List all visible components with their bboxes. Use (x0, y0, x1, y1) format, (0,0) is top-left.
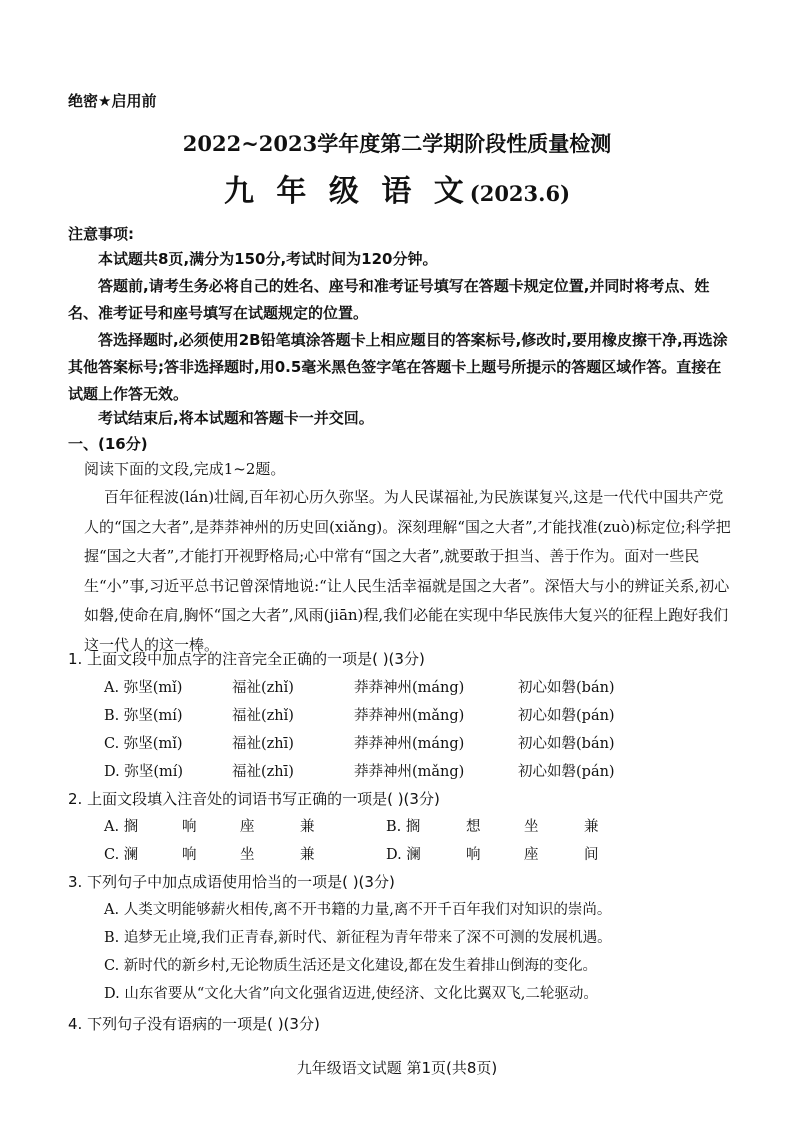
option-cell: B. 弥坚(mí) (104, 708, 183, 724)
option-cell: 想 (466, 819, 481, 835)
question-2-option-row (104, 815, 734, 837)
question-4-stem: 4. 下列句子没有语病的一项是( )(3分) (68, 1015, 320, 1033)
option-cell: 兼 (300, 847, 315, 863)
option-cell: 兼 (300, 819, 315, 835)
subject-name: 九 年 级 语 文 (223, 174, 470, 209)
option-cell: 莽莽神州(mǎng) (354, 708, 465, 724)
option-cell: 初心如磐(pán) (518, 708, 615, 724)
option-cell: 响 (466, 847, 481, 863)
option-cell: A. 搁 (104, 819, 139, 835)
reading-passage: 百年征程波(lán)壮阔,百年初心历久弥坚。为人民谋福祉,为民族谋复兴,这是一代代中国共产党人的“国之大者”,是莽莽神州的历史回(xiǎng)。深刻理解“国之大者”,才能找准(zuò)标定位;科学把握“国之大者”,才能打开视野格局;心中常有“国之大者”,就要敢于担当、善于作为。面对一些民生“小”事,习近平总书记曾深情地说:“让人民生活幸福就是国之大者”。深悟大与小的辨证关系,初心如磐,使命在肩,胸怀“国之大者”,风雨(jiān)程,我们必能在实现中华民族伟大复兴的征程上跑好我们这一代人的这一棒。 (84, 488, 731, 654)
option-cell: 响 (182, 847, 197, 863)
option-cell: 响 (182, 819, 197, 835)
option-cell: 莽莽神州(máng) (354, 680, 465, 696)
option-cell: 座 (524, 847, 539, 863)
option-cell: 福祉(zhī) (232, 736, 294, 752)
option-cell: A. 弥坚(mǐ) (104, 680, 183, 696)
option-cell: D. 弥坚(mí) (104, 764, 184, 780)
question-2-stem: 2. 上面文段填入注音处的词语书写正确的一项是( )(3分) (68, 790, 440, 808)
option-cell: 初心如磐(bán) (518, 736, 615, 752)
option-cell: 莽莽神州(mǎng) (354, 764, 465, 780)
question-1-stem: 1. 上面文段中加点字的注音完全正确的一项是( )(3分) (68, 650, 425, 668)
section-heading: 一、(16分) (68, 435, 148, 453)
question-1-option-row (104, 732, 734, 754)
option-cell: C. 澜 (104, 847, 139, 863)
notice-item: 答选择题时,必须使用2B铅笔填涂答题卡上相应题目的答案标号,修改时,要用橡皮擦干净,再选涂其他答案标号;答非选择题时,用0.5毫米黑色签字笔在答题卡上题号所提示的答题区域作答。直接在试题上作答无效。 (68, 331, 728, 403)
question-1-option-row (104, 704, 734, 726)
page-footer: 九年级语文试题 第1页(共8页) (296, 1059, 498, 1077)
confidential-label: 绝密★启用前 (68, 92, 157, 110)
notice-item: 本试题共8页,满分为150分,考试时间为120分钟。 (98, 250, 438, 268)
exam-date: (2023.6) (469, 181, 571, 206)
question-3-option: A. 人类文明能够薪火相传,离不开书籍的力量,离不开千百年我们对知识的崇尚。 (104, 902, 612, 918)
option-cell: 间 (584, 847, 599, 863)
question-3-option: C. 新时代的新乡村,无论物质生活还是文化建设,都在发生着排山倒海的变化。 (104, 958, 598, 974)
notice-heading: 注意事项: (68, 225, 134, 243)
option-cell: 初心如磐(pán) (518, 764, 615, 780)
option-cell: D. 澜 (386, 847, 421, 863)
question-3-option: D. 山东省要从“文化大省”向文化强省迈进,使经济、文化比翼双飞,二轮驱动。 (104, 986, 598, 1002)
option-cell: 坐 (524, 819, 539, 835)
option-cell: 莽莽神州(máng) (354, 736, 465, 752)
option-cell: 兼 (584, 819, 599, 835)
option-cell: 座 (240, 819, 255, 835)
option-cell: B. 搁 (386, 819, 421, 835)
reading-instruction: 阅读下面的文段,完成1~2题。 (84, 460, 286, 478)
option-cell: 福祉(zhī) (232, 764, 294, 780)
option-cell: 初心如磐(bán) (518, 680, 615, 696)
question-2-option-row (104, 843, 734, 865)
option-cell: 福祉(zhǐ) (232, 680, 294, 696)
notice-item: 考试结束后,将本试题和答题卡一并交回。 (98, 409, 374, 427)
question-1-option-row (104, 676, 734, 698)
subject-title (0, 166, 794, 210)
notice-item: 答题前,请考生务必将自己的姓名、座号和准考证号填写在答题卡规定位置,并同时将考点、姓名、准考证号和座号填写在试题规定的位置。 (68, 277, 710, 322)
question-3-option: B. 追梦无止境,我们正青春,新时代、新征程为青年带来了深不可测的发展机遇。 (104, 930, 612, 946)
option-cell: C. 弥坚(mǐ) (104, 736, 183, 752)
exam-title: 2022~2023学年度第二学期阶段性质量检测 (182, 131, 612, 156)
option-cell: 福祉(zhǐ) (232, 708, 294, 724)
question-1-option-row (104, 760, 734, 782)
question-3-stem: 3. 下列句子中加点成语使用恰当的一项是( )(3分) (68, 873, 395, 891)
option-cell: 坐 (240, 847, 255, 863)
